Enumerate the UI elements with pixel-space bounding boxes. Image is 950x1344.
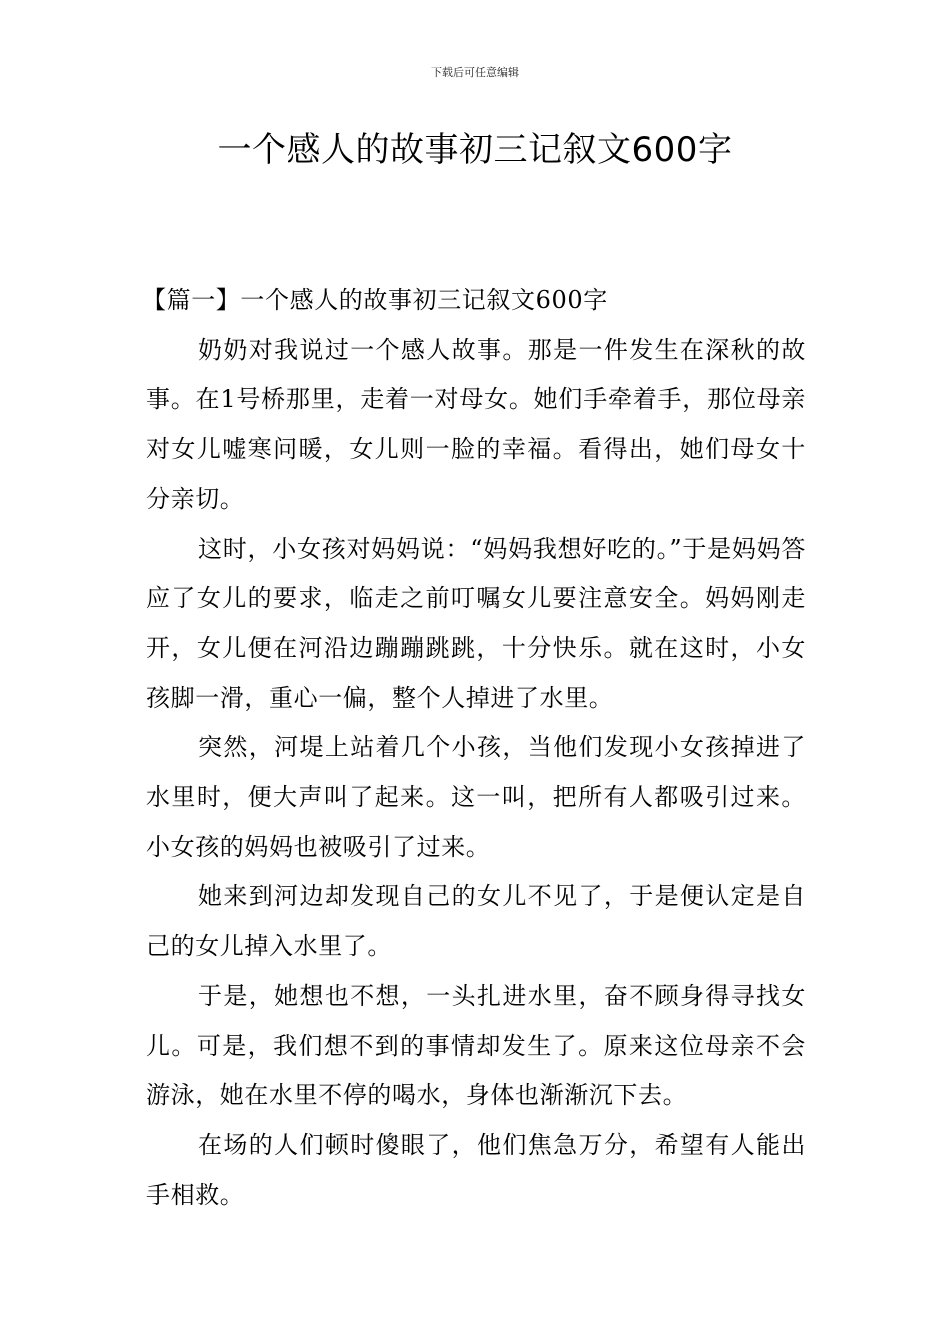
paragraph-1: 奶奶对我说过一个感人故事。那是一件发生在深秋的故事。在1号桥那里，走着一对母女。她们手牵着手，那位母亲对女儿嘘寒问暖，女儿则一脸的幸福。看得出，她们母女十分亲切。 bbox=[146, 335, 806, 513]
paragraph-2: 这时，小女孩对妈妈说：“妈妈我想好吃的。”于是妈妈答应了女儿的要求，临走之前叮嘱女儿要注意安全。妈妈刚走开，女儿便在河沿边蹦蹦跳跳，十分快乐。就在这时，小女孩脚一滑，重心一偏，整个人掉进了水里。 bbox=[146, 534, 806, 712]
paragraph-6: 在场的人们顿时傻眼了，他们焦急万分，希望有人能出手相救。 bbox=[146, 1130, 806, 1209]
header-note: 下载后可任意编辑 bbox=[431, 66, 519, 79]
paragraph-4: 她来到河边却发现自己的女儿不见了，于是便认定是自己的女儿掉入水里了。 bbox=[146, 882, 806, 961]
document-body bbox=[142, 276, 806, 1220]
document-title: 一个感人的故事初三记叙文600字 bbox=[217, 130, 733, 170]
section-heading: 【篇一】一个感人的故事初三记叙文600字 bbox=[142, 286, 608, 314]
paragraph-5: 于是，她想也不想，一头扎进水里，奋不顾身得寻找女儿。可是，我们想不到的事情却发生了。原来这位母亲不会游泳，她在水里不停的喝水，身体也渐渐沉下去。 bbox=[146, 981, 806, 1110]
paragraph-3: 突然，河堤上站着几个小孩，当他们发现小女孩掉进了水里时，便大声叫了起来。这一叫，把所有人都吸引过来。小女孩的妈妈也被吸引了过来。 bbox=[146, 733, 806, 861]
